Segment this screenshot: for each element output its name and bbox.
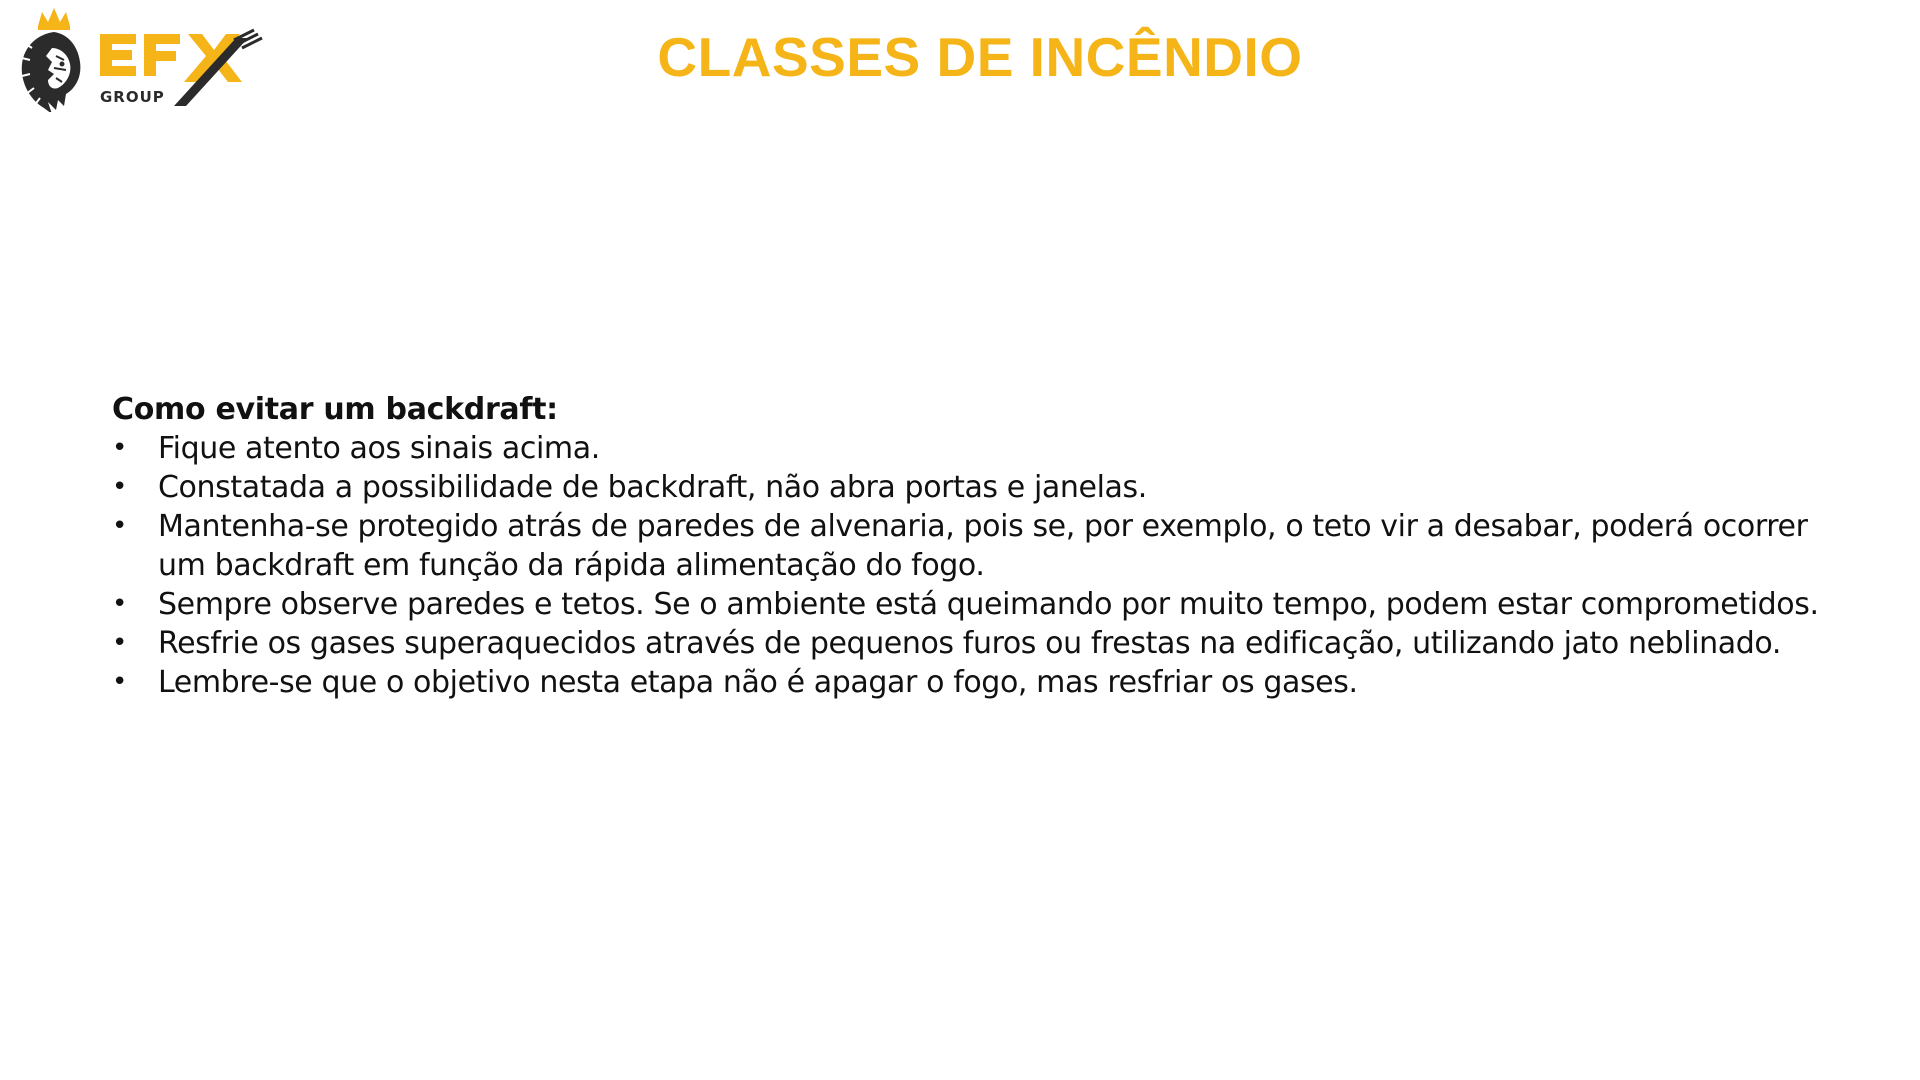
bullet-icon: • xyxy=(112,589,127,619)
bullet-item xyxy=(112,507,1832,585)
bullet-text: Sempre observe paredes e tetos. Se o ambiente está queimando por muito tempo, podem estar comprometidos. xyxy=(158,587,1819,622)
bullet-list xyxy=(112,429,1832,702)
page-title: CLASSES DE INCÊNDIO xyxy=(657,26,1303,88)
bullet-icon: • xyxy=(112,628,127,658)
bullet-item xyxy=(112,663,1832,702)
bullet-text: Fique atento aos sinais acima. xyxy=(158,431,600,466)
bullet-item xyxy=(112,429,1832,468)
bullet-icon: • xyxy=(112,667,127,697)
bullet-item xyxy=(112,468,1832,507)
bullet-text: Mantenha-se protegido atrás de paredes de alvenaria, pois se, por exemplo, o teto vir a desabar, poderá ocorrer um backdraft em função da rápida alimentação do fogo. xyxy=(158,509,1808,583)
bullet-text: Lembre-se que o objetivo nesta etapa não é apagar o fogo, mas resfriar os gases. xyxy=(158,665,1358,700)
logo-sub-text: GROUP xyxy=(100,88,165,106)
bullet-icon: • xyxy=(112,472,127,502)
bullet-text: Constatada a possibilidade de backdraft, não abra portas e janelas. xyxy=(158,470,1147,505)
bullet-icon: • xyxy=(112,433,127,463)
section-heading: Como evitar um backdraft: xyxy=(112,392,558,427)
bullet-icon: • xyxy=(112,511,127,541)
bullet-text: Resfrie os gases superaquecidos através de pequenos furos ou frestas na edificação, utilizando jato neblinado. xyxy=(158,626,1781,661)
bullet-item xyxy=(112,624,1832,663)
bullet-item xyxy=(112,585,1832,624)
backdraft-section xyxy=(112,390,1832,702)
